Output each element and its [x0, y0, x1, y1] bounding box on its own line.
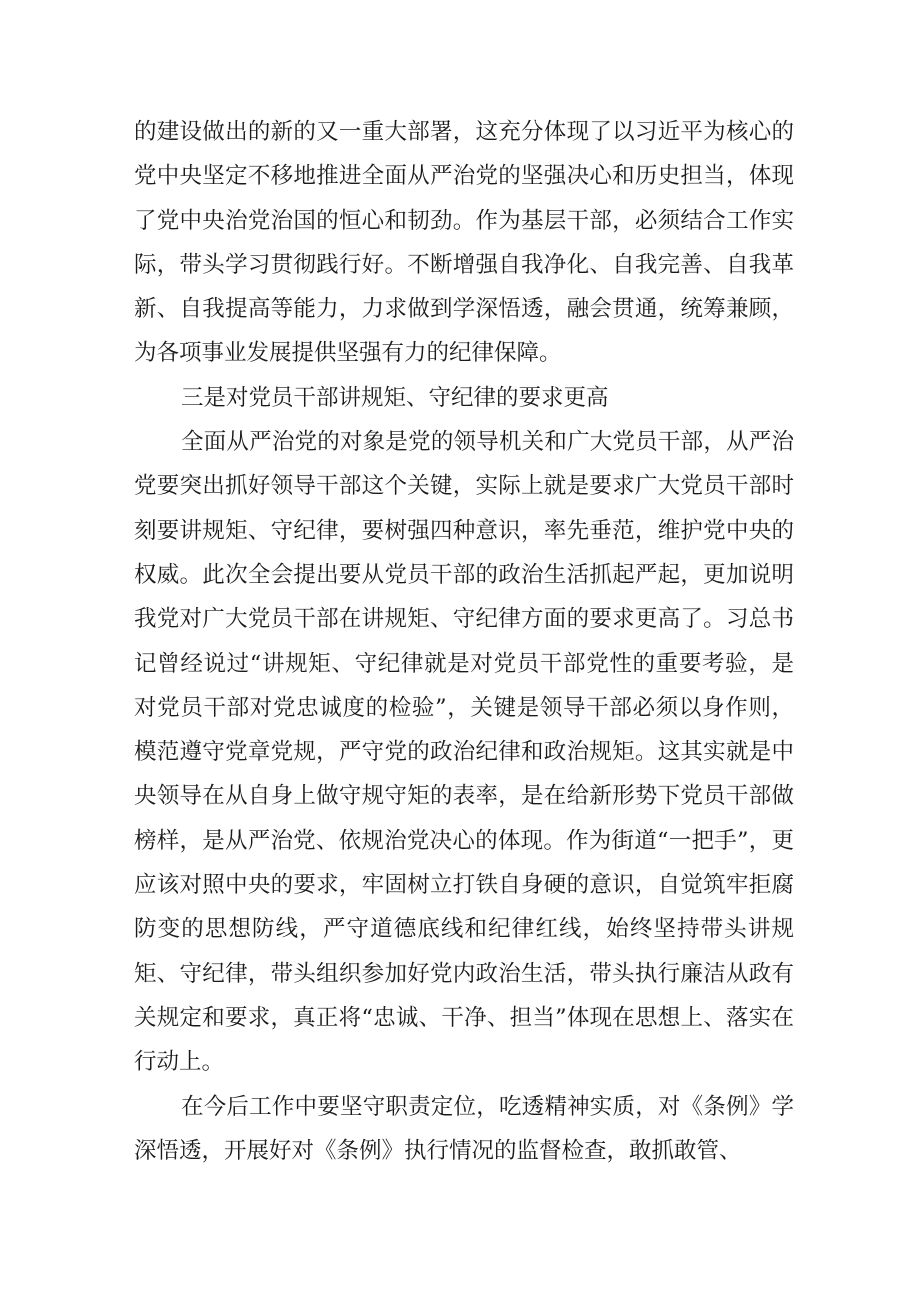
paragraph-discipline-requirements: 全面从严治党的对象是党的领导机关和广大党员干部，从严治党要突出抓好领导干部这个关键，实际上就是要求广大党员干部时刻要讲规矩、守纪律，要树强四种意识，率先垂范，维护党中央的权威。此次全会提出要从党员干部的政治生活抓起严起，更加说明我党对广大党员干部在讲规矩、守纪律方面的要求更高了。习总书记曾经说过“讲规矩、守纪律就是对党员干部党性的重要考验，是对党员干部对党忠诚度的检验”，关键是领导干部必须以身作则，模范遵守党章党规，严守党的政治纪律和政治规矩。这其实就是中央领导在从自身上做守规守矩的表率，是在给新形势下党员干部做榜样，是从严治党、依规治党决心的体现。作为街道“一把手”，更应该对照中央的要求，牢固树立打铁自身硬的意识，自觉筑牢拒腐防变的思想防线，严守道德底线和纪律红线，始终坚持带头讲规矩、守纪律，带头组织参加好党内政治生活，带头执行廉洁从政有关规定和要求，真正将“忠诚、干净、担当”体现在思想上、落实在行动上。: [134, 429, 794, 1076]
section-heading: 三是对党员干部讲规矩、守纪律的要求更高: [181, 384, 609, 411]
paragraph-continuation: 的建设做出的新的又一重大部署，这充分体现了以习近平为核心的党中央坚定不移地推进全面从严治党的坚强决心和历史担当，体现了党中央治党治国的恒心和韧劲。作为基层干部，必须结合工作实际，带头学习贯彻践行好。不断增强自我净化、自我完善、自我革新、自我提高等能力，力求做到学深悟透，融会贯通，统筹兼顾，为各项事业发展提供坚强有力的纪律保障。: [134, 119, 794, 367]
document-body: [134, 110, 794, 1173]
paragraph-future-work: 在今后工作中要坚守职责定位，吃透精神实质，对《条例》学深悟透，开展好对《条例》执行情况的监督检查，敢抓敢管、: [134, 1093, 794, 1164]
